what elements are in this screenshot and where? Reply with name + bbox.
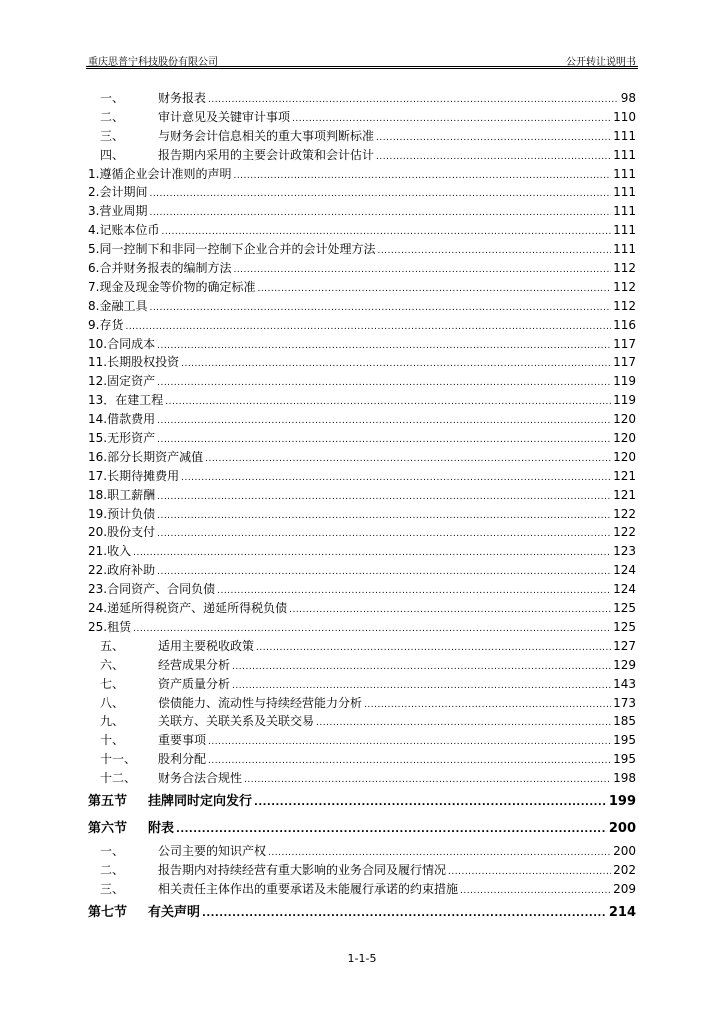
toc-leader-dots	[181, 469, 611, 488]
toc-entry-page: 116	[613, 317, 636, 332]
toc-entry[interactable]	[88, 561, 636, 580]
toc-entry-page: 98	[620, 91, 636, 105]
toc-entry[interactable]	[88, 353, 636, 372]
toc-entry-page: 120	[613, 449, 636, 464]
toc-entry[interactable]	[88, 89, 636, 108]
toc-entry-page: 111	[613, 242, 636, 257]
toc-entry[interactable]	[88, 505, 636, 524]
toc-leader-dots	[289, 601, 611, 620]
toc-entry[interactable]	[88, 429, 636, 448]
toc-entry-number: 九、	[100, 714, 125, 729]
toc-entry-page: 125	[613, 601, 636, 616]
toc-entry-title: 24.递延所得税资产、递延所得税负债	[88, 601, 288, 616]
toc-entry-number: 八、	[100, 695, 125, 710]
toc-entry[interactable]	[88, 127, 636, 146]
toc-leader-dots	[202, 900, 607, 927]
toc-entry[interactable]	[88, 372, 636, 391]
toc-entry-page: 129	[613, 657, 636, 672]
toc-entry-title: 适用主要税收政策	[158, 638, 255, 653]
toc-entry-number: 一、	[100, 843, 125, 858]
toc-entry-title: 有关声明	[148, 904, 201, 920]
toc-entry-page: 117	[613, 336, 636, 351]
header-company: 重庆思普宁科技股份有限公司	[88, 57, 218, 68]
toc-leader-dots	[232, 658, 611, 677]
toc-entry-number: 三、	[100, 128, 125, 143]
toc-leader-dots	[133, 544, 611, 563]
toc-entry-number: 第五节	[88, 793, 128, 809]
toc-entry[interactable]	[88, 316, 636, 335]
toc-leader-dots	[233, 167, 611, 186]
toc-entry-title: 公司主要的知识产权	[158, 843, 267, 858]
toc-leader-dots	[165, 393, 611, 412]
toc-entry-title: 财务合法合规性	[158, 771, 243, 786]
toc-leader-dots	[149, 185, 611, 204]
toc-section-entry[interactable]	[88, 815, 636, 842]
toc-entry-number: 七、	[100, 676, 125, 691]
toc-entry-number: 二、	[100, 109, 125, 124]
toc-entry[interactable]	[88, 297, 636, 316]
toc-leader-dots	[254, 789, 607, 816]
toc-entry-page: 123	[613, 544, 636, 559]
toc-entry[interactable]	[88, 580, 636, 599]
toc-leader-dots	[157, 374, 611, 393]
toc-leader-dots	[157, 412, 611, 431]
toc-entry-page: 185	[613, 714, 636, 729]
toc-entry-title: 资产质量分析	[158, 676, 231, 691]
toc-leader-dots	[157, 507, 611, 526]
toc-entry-title: 挂牌同时定向发行	[148, 793, 253, 809]
toc-entry-title: 12.固定资产	[88, 374, 156, 389]
toc-entry-page: 112	[613, 298, 636, 313]
toc-entry-title: 8.金融工具	[88, 298, 148, 313]
toc-leader-dots	[125, 318, 611, 337]
toc-entry-number: 十二、	[100, 771, 137, 786]
toc-leader-dots	[208, 733, 611, 752]
toc-entry[interactable]	[88, 146, 636, 165]
toc-leader-dots	[208, 752, 611, 771]
toc-leader-dots	[376, 129, 611, 148]
toc-entry-title: 重要事项	[158, 733, 207, 748]
toc-entry-page: 112	[613, 279, 636, 294]
toc-entry[interactable]	[88, 448, 636, 467]
toc-entry-title: 股利分配	[158, 752, 207, 767]
toc-entry[interactable]	[88, 391, 636, 410]
toc-leader-dots	[257, 280, 611, 299]
toc-entry-page: 214	[608, 904, 636, 920]
toc-entry-page: 111	[613, 147, 636, 162]
toc-entry[interactable]	[88, 750, 636, 769]
toc-entry-page: 125	[613, 619, 636, 634]
toc-entry[interactable]	[88, 675, 636, 694]
toc-entry-title: 14.借款费用	[88, 412, 156, 427]
toc-entry-title: 18.职工薪酬	[88, 487, 156, 502]
toc-entry[interactable]	[88, 731, 636, 750]
toc-leader-dots	[244, 771, 611, 790]
toc-entry-number: 六、	[100, 657, 125, 672]
toc-leader-dots	[149, 299, 611, 318]
toc-entry-page: 199	[608, 793, 636, 809]
toc-entry-page: 117	[613, 355, 636, 370]
toc-leader-dots	[233, 261, 611, 280]
toc-entry-page: 124	[613, 582, 636, 597]
toc-entry-page: 112	[613, 261, 636, 276]
toc-entry-title: 20.股份支付	[88, 525, 156, 540]
toc-entry-page: 122	[613, 525, 636, 540]
toc-entry[interactable]	[88, 637, 636, 656]
toc-entry-number: 四、	[100, 147, 125, 162]
toc-entry[interactable]	[88, 656, 636, 675]
toc-section-entry[interactable]	[88, 788, 636, 815]
toc-entry-page: 209	[613, 881, 636, 896]
toc-section-entry[interactable]	[88, 899, 636, 926]
toc-entry[interactable]	[88, 618, 636, 637]
toc-entry[interactable]	[88, 842, 636, 861]
toc-entry-title: 相关责任主体作出的重要承诺及未能履行承诺的约束措施	[158, 881, 459, 896]
toc-leader-dots	[205, 450, 611, 469]
table-of-contents	[88, 89, 636, 926]
toc-entry-page: 121	[613, 487, 636, 502]
toc-entry-title: 审计意见及关键审计事项	[158, 109, 291, 124]
toc-entry-title: 17.长期待摊费用	[88, 468, 180, 483]
toc-entry-title: 5.同一控制下和非同一控制下企业合并的会计处理方法	[88, 242, 376, 257]
toc-leader-dots	[377, 242, 611, 261]
toc-entry-page: 111	[613, 223, 636, 238]
toc-leader-dots	[149, 204, 611, 223]
toc-entry-page: 120	[613, 431, 636, 446]
toc-entry-number: 第六节	[88, 820, 128, 836]
toc-entry-page: 202	[613, 862, 636, 877]
toc-entry-title: 关联方、关联关系及关联交易	[158, 714, 315, 729]
toc-leader-dots	[157, 488, 611, 507]
toc-entry-title: 11.长期股权投资	[88, 355, 180, 370]
toc-entry-title: 3.营业周期	[88, 204, 148, 219]
toc-entry-title: 偿债能力、流动性与持续经营能力分析	[158, 695, 363, 710]
toc-entry[interactable]	[88, 861, 636, 880]
toc-entry-title: 经营成果分析	[158, 657, 231, 672]
toc-entry[interactable]	[88, 599, 636, 618]
page-number: 1-1-5	[347, 952, 377, 965]
toc-entry[interactable]	[88, 259, 636, 278]
toc-entry-number: 一、	[100, 91, 125, 105]
toc-entry-title: 2.会计期间	[88, 185, 148, 200]
toc-entry[interactable]	[88, 410, 636, 429]
toc-entry[interactable]	[88, 240, 636, 259]
toc-entry-title: 23.合同资产、合同负债	[88, 582, 216, 597]
toc-entry-number: 三、	[100, 881, 125, 896]
toc-entry-title: 财务报表	[158, 91, 207, 105]
header-rule-thin	[86, 68, 638, 69]
toc-entry-page: 143	[613, 676, 636, 691]
toc-entry-title: 25.租赁	[88, 619, 132, 634]
toc-entry-title: 13．在建工程	[88, 393, 164, 408]
toc-entry-title: 19.预计负债	[88, 506, 156, 521]
header-doc-title: 公开转让说明书	[566, 57, 636, 68]
toc-entry-page: 173	[613, 695, 636, 710]
toc-entry-page: 111	[613, 185, 636, 200]
toc-leader-dots	[157, 431, 611, 450]
toc-entry-title: 9.存货	[88, 317, 124, 332]
toc-entry-page: 200	[613, 843, 636, 858]
toc-entry[interactable]	[88, 183, 636, 202]
toc-leader-dots	[448, 863, 611, 882]
toc-leader-dots	[157, 337, 611, 356]
toc-entry-page: 119	[613, 374, 636, 389]
toc-entry[interactable]	[88, 467, 636, 486]
toc-entry-number: 第七节	[88, 904, 128, 920]
toc-entry-page: 111	[613, 128, 636, 143]
toc-entry[interactable]	[88, 523, 636, 542]
toc-entry-page: 200	[608, 820, 636, 836]
toc-entry-page: 119	[613, 393, 636, 408]
toc-entry[interactable]	[88, 221, 636, 240]
toc-entry-title: 21.收入	[88, 544, 132, 559]
toc-entry-number: 五、	[100, 638, 125, 653]
toc-leader-dots	[256, 639, 611, 658]
toc-entry[interactable]	[88, 769, 636, 788]
toc-entry-number: 十、	[100, 733, 125, 748]
toc-leader-dots	[376, 148, 611, 167]
toc-entry-title: 10.合同成本	[88, 336, 156, 351]
toc-entry[interactable]	[88, 712, 636, 731]
toc-entry[interactable]	[88, 165, 636, 184]
toc-entry-title: 附表	[148, 820, 175, 836]
toc-entry-title: 报告期内对持续经营有重大影响的业务合同及履行情况	[158, 862, 447, 877]
toc-leader-dots	[157, 525, 611, 544]
toc-entry-title: 与财务会计信息相关的重大事项判断标准	[158, 128, 375, 143]
toc-entry-page: 122	[613, 506, 636, 521]
toc-leader-dots	[316, 714, 611, 733]
toc-entry[interactable]	[88, 542, 636, 561]
toc-entry-page: 121	[613, 468, 636, 483]
toc-entry[interactable]	[88, 108, 636, 127]
toc-entry-page: 195	[613, 733, 636, 748]
toc-entry[interactable]	[88, 278, 636, 297]
toc-entry-page: 111	[613, 166, 636, 181]
toc-entry-page: 120	[613, 412, 636, 427]
toc-entry-title: 22.政府补助	[88, 563, 156, 578]
toc-leader-dots	[176, 816, 607, 843]
toc-entry-title: 4.记账本位币	[88, 223, 160, 238]
toc-entry-title: 16.部分长期资产减值	[88, 449, 204, 464]
toc-leader-dots	[157, 563, 611, 582]
toc-entry-page: 111	[613, 204, 636, 219]
toc-entry-title: 6.合并财务报表的编制方法	[88, 261, 232, 276]
toc-entry-title: 7.现金及现金等价物的确定标准	[88, 279, 256, 294]
toc-leader-dots	[460, 882, 611, 901]
toc-entry[interactable]	[88, 335, 636, 354]
toc-entry[interactable]	[88, 202, 636, 221]
toc-entry-number: 二、	[100, 862, 125, 877]
toc-entry-title: 1.遵循企业会计准则的声明	[88, 166, 232, 181]
toc-entry-page: 195	[613, 752, 636, 767]
header-rule	[86, 66, 638, 67]
toc-entry-page: 127	[613, 638, 636, 653]
toc-entry[interactable]	[88, 486, 636, 505]
toc-entry[interactable]	[88, 880, 636, 899]
toc-entry-title: 15.无形资产	[88, 431, 156, 446]
toc-entry[interactable]	[88, 694, 636, 713]
toc-entry-page: 124	[613, 563, 636, 578]
toc-entry-number: 十一、	[100, 752, 137, 767]
toc-entry-page: 110	[613, 109, 636, 124]
toc-leader-dots	[364, 696, 611, 715]
toc-entry-title: 报告期内采用的主要会计政策和会计估计	[158, 147, 375, 162]
toc-entry-page: 198	[613, 771, 636, 786]
toc-leader-dots	[181, 355, 611, 374]
